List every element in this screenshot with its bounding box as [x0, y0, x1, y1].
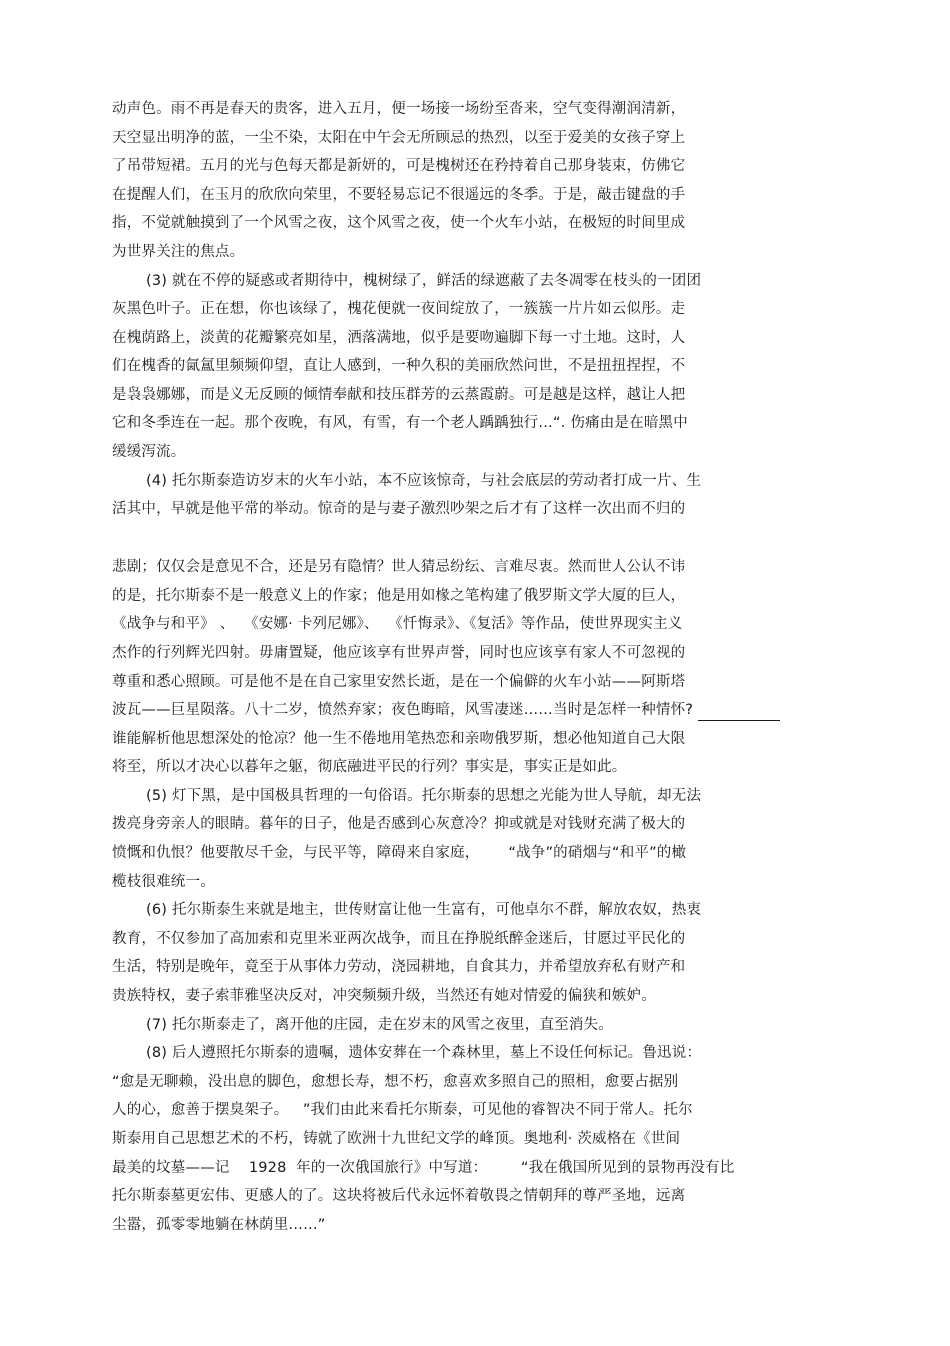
- text-line: 尘嚣，孤零零地躺在林荫里……”: [112, 1217, 326, 1233]
- text-line: 尊重和悉心照顾。可是他不是在自己家里安然长逝，是在一个偏僻的火车小站——阿斯塔: [112, 674, 686, 690]
- text-line: 指，不觉就触摸到了一个风雪之夜，这个风雪之夜，使一个火车小站，在极短的时间里成: [112, 215, 686, 231]
- text-line: 为世界关注的焦点。: [112, 244, 245, 260]
- text-line: 《战争与和平》 、 《安娜· 卡列尼娜》、 《忏悔录》、《复活》等作品，使世界现实主义: [112, 616, 683, 632]
- text-line: 的是，托尔斯泰不是一般意义上的作家；他是用如椽之笔构建了俄罗斯文学大厦的巨人，: [112, 588, 686, 604]
- answer-blank-line: [698, 720, 780, 721]
- text-line: 天空显出明净的蓝，一尘不染，太阳在中午会无所顾忌的热烈，以至于爱美的女孩子穿上: [112, 130, 686, 146]
- text-line: 活其中，早就是他平常的举动。惊奇的是与妻子激烈吵架之后才有了这样一次出而不归的: [112, 501, 686, 517]
- text-line: 在槐荫路上，淡黄的花瓣繁亮如星，洒落满地，似乎是要吻遍脚下每一寸土地。这时，人: [112, 330, 686, 346]
- text-line: 是袅袅娜娜，而是义无反顾的倾情奉献和技压群芳的云蒸霞蔚。可是越是这样，越让人把: [112, 387, 686, 403]
- text-line: (4) 托尔斯泰造访岁末的火车小站，本不应该惊奇，与社会底层的劳动者打成一片、生: [146, 473, 702, 489]
- text-line: (7) 托尔斯泰走了，离开他的庄园，走在岁末的风雪之夜里，直至消失。: [146, 1017, 613, 1033]
- text-line: 榄枝很难统一。: [112, 874, 215, 890]
- text-line: 谁能解析他思想深处的怆凉？他一生不倦地用笔热恋和亲吻俄罗斯，想必他知道自己大限: [112, 731, 686, 747]
- text-line: 生活，特别是晚年，竟至于从事体力劳动，浇园耕地，自食其力，并希望放弃私有财产和: [112, 959, 686, 975]
- text-line: 托尔斯泰墓更宏伟、更感人的了。这块将被后代永远怀着敬畏之情朝拜的尊严圣地，远离: [112, 1188, 686, 1204]
- text-line: 它和冬季连在一起。那个夜晚，有风，有雪，有一个老人踽踽独行…“. 伤痛由是在暗黑中: [112, 415, 688, 431]
- text-line: 在提醒人们，在玉月的欣欣向荣里，不要轻易忘记不很遥远的冬季。于是，敲击键盘的手: [112, 187, 686, 203]
- text-line: 最美的坟墓——记 1928 年的一次俄国旅行》中写道： “我在俄国所见到的景物再没有比: [112, 1160, 735, 1176]
- text-line: 杰作的行列辉光四射。毋庸置疑，他应该享有世界声誉，同时也应该享有家人不可忽视的: [112, 645, 686, 661]
- text-line: 教育，不仅参加了高加索和克里米亚两次战争，而且在挣脱纸醉金迷后，甘愿过平民化的: [112, 931, 686, 947]
- text-line: (6) 托尔斯泰生来就是地主，世传财富让他一生富有，可他卓尔不群，解放农奴，热衷: [146, 902, 702, 918]
- text-line: 缓缓泻流。: [112, 444, 186, 460]
- text-line: 拨亮身旁亲人的眼睛。暮年的日子，他是否感到心灰意冷？抑或就是对钱财充满了极大的: [112, 816, 686, 832]
- text-line: (5) 灯下黑，是中国极具哲理的一句俗语。托尔斯泰的思想之光能为世人导航，却无法: [146, 788, 702, 804]
- text-line: 斯泰用自己思想艺术的不朽，铸就了欧洲十九世纪文学的峰顶。奥地利· 茨威格在《世间: [112, 1131, 681, 1147]
- text-line: (3) 就在不停的疑惑或者期待中，槐树绿了，鲜活的绿遮蔽了去冬凋零在枝头的一团团: [146, 273, 702, 289]
- text-line: 悲剧；仅仅会是意见不合，还是另有隐情？世人猜忌纷纭、言难尽衷。然而世人公认不讳: [112, 559, 686, 575]
- text-line: 动声色。雨不再是春天的贵客，进入五月，便一场接一场纷至沓来，空气变得潮润清新，: [112, 101, 686, 117]
- text-line: 愤慨和仇恨？他要散尽千金，与民平等，障碍来自家庭， “战争”的硝烟与“和平”的橄: [112, 845, 687, 861]
- text-line: 灰黑色叶子。正在想，你也该绿了，槐花便就一夜间绽放了，一簇簇一片片如云似彤。走: [112, 301, 686, 317]
- text-line: 波瓦——巨星陨落。八十二岁，愤然弃家；夜色晦暗，风雪凄迷……当时是怎样一种情怀?: [112, 702, 694, 718]
- text-line: 贵族特权，妻子索菲雅坚决反对，冲突频频升级，当然还有她对情爱的偏狭和嫉妒。: [112, 988, 656, 1004]
- text-line: 了吊带短裙。五月的光与色每天都是新妍的，可是槐树还在矜持着自己那身装束，仿佛它: [112, 158, 686, 174]
- text-line: (8) 后人遵照托尔斯泰的遗嘱，遗体安葬在一个森林里，墓上不设任何标记。鲁迅说：: [146, 1045, 702, 1061]
- text-line: 人的心，愈善于摆臭架子。 ”我们由此来看托尔斯泰，可见他的睿智决不同于常人。托尔: [112, 1102, 693, 1118]
- text-line: “愈是无聊赖，没出息的脚色，愈想长寿，想不朽，愈喜欢多照自己的照相，愈要占据别: [112, 1074, 679, 1090]
- text-line: 们在槐香的氤氲里频频仰望，直让人感到，一种久积的美丽欣然问世，不是扭扭捏捏，不: [112, 358, 686, 374]
- text-line: 将至，所以才决心以暮年之躯，彻底融进平民的行列？事实是，事实正是如此。: [112, 759, 627, 775]
